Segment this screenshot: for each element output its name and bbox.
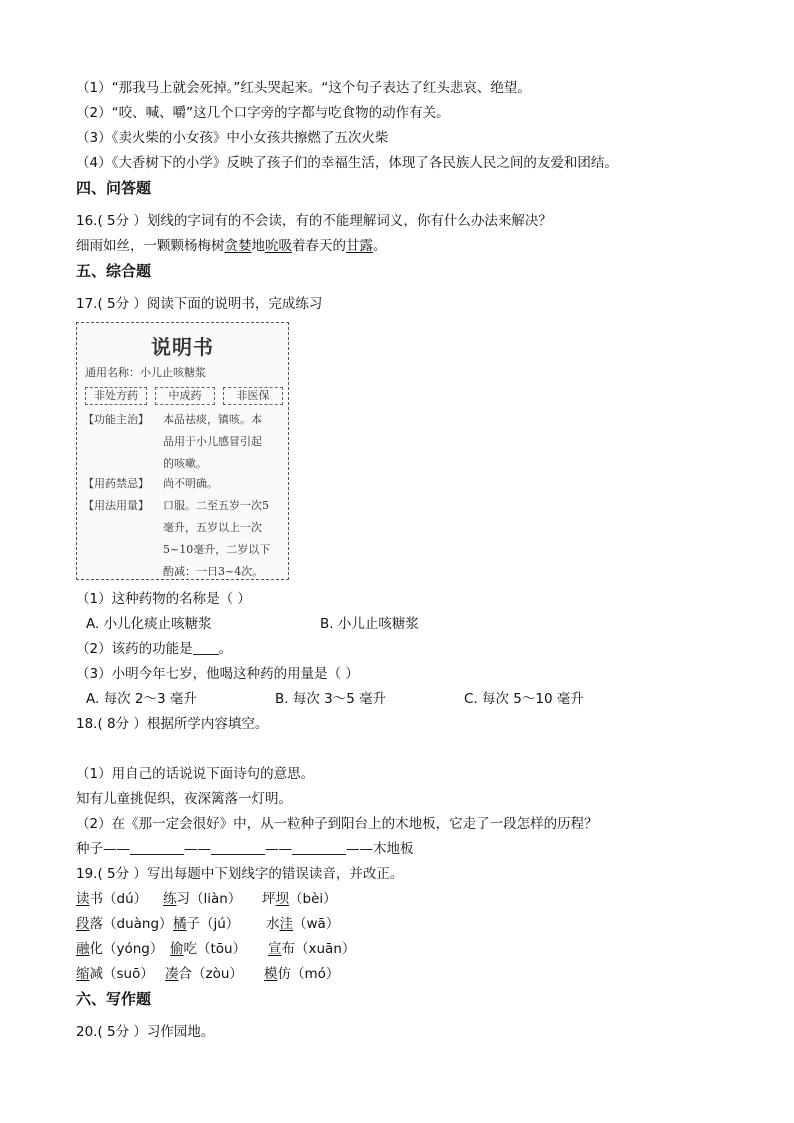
leaflet-taboo-label: 【用药禁忌】 [83, 477, 149, 490]
pinyin-item [264, 964, 339, 984]
item-text: 坪 [262, 891, 276, 907]
leaflet-tag-tcm: 中成药 [155, 387, 215, 405]
option-b[interactable]: B. 小儿止咳糖浆 [320, 616, 419, 632]
answer-blank[interactable] [211, 840, 265, 855]
pinyin-item [76, 939, 163, 959]
statement-3: （3）《卖火柴的小女孩》中小女孩共擦燃了五次火柴 [76, 130, 389, 146]
leaflet-line: 毫升，五岁以上一次 [163, 521, 262, 534]
answer-blank[interactable] [193, 640, 219, 655]
sentence-part: 细雨如丝，一颗颗杨梅树 [76, 238, 225, 254]
leaflet-line: 尚不明确。 [163, 477, 218, 490]
section-heading-4: 四、问答题 [76, 179, 152, 197]
option-a[interactable]: A. 小儿化痰止咳糖浆 [86, 616, 212, 632]
pinyin-item [76, 914, 173, 934]
question-19-stem: 19.( 5分 ）写出每题中下划线字的错误读音，并改正。 [76, 866, 404, 882]
question-18-sub2: （2）在《那一定会很好》中，从一粒种子到阳台上的木地板，它走了一段怎样的历程？ [76, 816, 598, 832]
option-b[interactable]: B. 每次 3～5 毫升 [275, 691, 387, 707]
item-text: 吃（tōu） [183, 941, 247, 957]
option-c[interactable]: C. 每次 5～10 毫升 [464, 691, 584, 707]
question-17-sub3: （3）小明今年七岁，他喝这种药的用量是（ ） [76, 666, 359, 682]
underlined-char: 偷 [170, 941, 184, 957]
statement-2: （2）“咬、喊、嚼”这几个口字旁的字都与吃食物的动作有关。 [76, 105, 450, 121]
leaflet-line: 本品祛痰，镇咳。本 [163, 413, 262, 426]
underlined-char: 读 [76, 891, 90, 907]
leaflet-line: 品用于小儿感冒引起 [163, 435, 262, 448]
leaflet-function-label: 【功能主治】 [83, 413, 149, 426]
item-text: （bèi） [289, 891, 337, 907]
leaflet-function-text [163, 409, 283, 475]
leaflet-taboo-text [163, 473, 283, 495]
underlined-char: 段 [76, 916, 90, 932]
underlined-char: 坝 [275, 891, 289, 907]
leaflet-tag-non-insurance: 非医保 [223, 387, 283, 405]
leaflet-line: 酌减：一日3~4次。 [163, 565, 264, 578]
item-text: 水 [266, 916, 280, 932]
sub2-end: 。 [218, 641, 233, 657]
pinyin-item [165, 964, 243, 984]
underlined-char: 橘 [173, 916, 187, 932]
pinyin-item [170, 939, 246, 959]
item-text: 习（liàn） [176, 891, 242, 907]
underlined-char: 融 [76, 941, 90, 957]
leaflet-line: 口服。二至五岁一次5 [163, 499, 269, 512]
option-a[interactable]: A. 每次 2～3 毫升 [86, 691, 197, 707]
item-text: 化（yóng） [89, 941, 164, 957]
underlined-word: 贪婪 [224, 238, 252, 254]
pinyin-item [173, 914, 239, 934]
question-20-stem: 20.( 5分 ）习作园地。 [76, 1024, 215, 1040]
pinyin-item [76, 964, 154, 984]
leaflet-usage-text [163, 495, 283, 583]
sentence-part: 着春天的 [292, 238, 346, 254]
item-text: 落（duàng） [89, 916, 173, 932]
item-text: 子（jú） [186, 916, 240, 932]
growth-chain [76, 839, 414, 859]
question-16-sentence [76, 236, 387, 256]
underlined-char: 宣 [268, 941, 282, 957]
leaflet-usage-label: 【用法用量】 [83, 499, 149, 512]
poem-line: 知有儿童挑促织，夜深篱落一灯明。 [76, 791, 292, 807]
underlined-char: 模 [264, 966, 278, 982]
statement-4: （4）《大香树下的小学》反映了孩子们的幸福生活，体现了各民族人民之间的友爱和团结。 [76, 155, 618, 171]
answer-blank[interactable] [130, 840, 184, 855]
underlined-char: 缩 [76, 966, 90, 982]
pinyin-item [268, 939, 355, 959]
item-text: 仿（mó） [277, 966, 340, 982]
underlined-char: 洼 [279, 916, 293, 932]
chain-separator: —— [184, 841, 211, 857]
item-text: 合（zòu） [178, 966, 243, 982]
pinyin-item [262, 889, 337, 909]
sentence-part: 。 [373, 238, 387, 254]
chain-separator: —— [265, 841, 292, 857]
underlined-word: 甘露 [346, 238, 373, 254]
question-16-stem: 16.( 5分 ）划线的字词有的不会读，有的不能理解词义，你有什么办法来解决？ [76, 213, 552, 229]
question-18-sub1: （1）用自己的话说说下面诗句的意思。 [76, 766, 315, 782]
sub2-text: （2）该药的功能是 [76, 641, 193, 657]
statement-1: （1）“那我马上就会死掉。”红头哭起来。“这个句子表达了红头悲哀、绝望。 [76, 80, 531, 96]
section-heading-5: 五、综合题 [76, 262, 152, 280]
pinyin-item [266, 914, 339, 934]
item-text: （wā） [293, 916, 340, 932]
leaflet-tag-otc: 非处方药 [85, 387, 147, 405]
item-text: 减（suō） [89, 966, 154, 982]
question-18-stem: 18.( 8分 ）根据所学内容填空。 [76, 716, 269, 732]
pinyin-item [163, 889, 241, 909]
question-17-sub1: （1）这种药物的名称是（ ） [76, 591, 251, 607]
item-text: 书（dú） [89, 891, 148, 907]
question-17-stem: 17.( 5分 ）阅读下面的说明书，完成练习 [76, 296, 323, 312]
chain-start: 种子—— [76, 841, 130, 857]
section-heading-6: 六、写作题 [76, 990, 152, 1008]
underlined-char: 练 [163, 891, 177, 907]
leaflet-line: 的咳嗽。 [163, 457, 207, 470]
underlined-char: 凑 [165, 966, 179, 982]
pinyin-item [76, 889, 147, 909]
question-17-sub2 [76, 639, 232, 659]
chain-end: ——木地板 [346, 841, 414, 857]
item-text: 布（xuān） [281, 941, 356, 957]
sentence-part: 地 [251, 238, 265, 254]
answer-blank[interactable] [292, 840, 346, 855]
leaflet-title: 说明书 [151, 335, 214, 359]
leaflet-line: 5~10毫升，二岁以下 [163, 543, 271, 556]
underlined-word: 吮吸 [265, 238, 292, 254]
leaflet-generic-name: 通用名称：小儿止咳糖浆 [85, 366, 206, 379]
medicine-instruction-leaflet [76, 322, 289, 580]
